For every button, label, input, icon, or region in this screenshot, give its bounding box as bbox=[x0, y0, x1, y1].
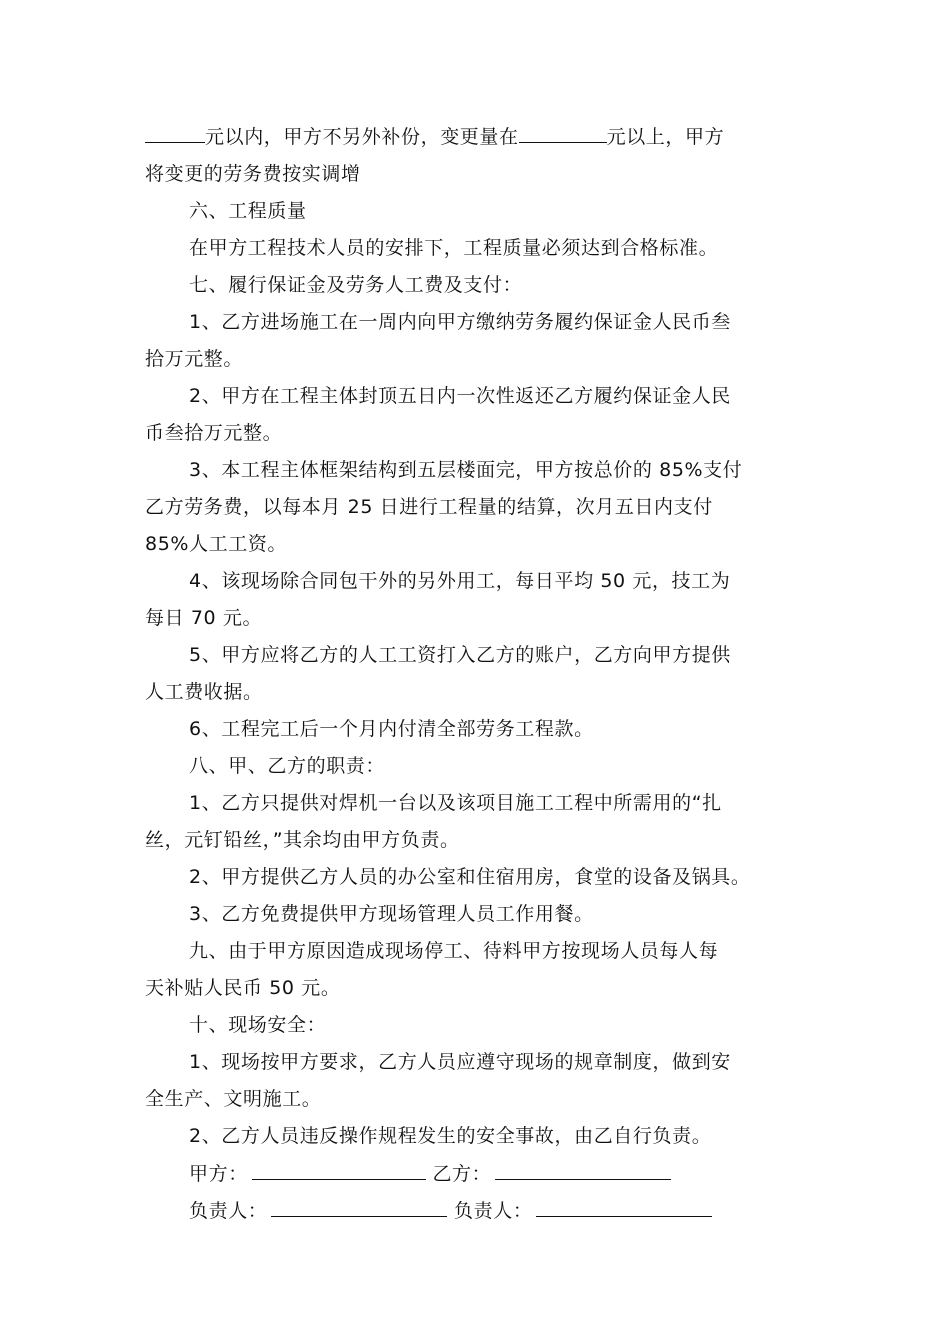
list-item-line: 3、本工程主体框架结构到五层楼面完，甲方按总价的 85%支付 bbox=[189, 459, 743, 481]
paragraph-line: 九、由于甲方原因造成现场停工、待料甲方按现场人员每人每 bbox=[189, 940, 719, 962]
party-b-label: 乙方： bbox=[432, 1163, 492, 1185]
paragraph-line: 天补贴人民币 50 元。 bbox=[145, 977, 341, 999]
section-heading: 十、现场安全： bbox=[189, 1014, 327, 1036]
list-item-line: 乙方劳务费，以每本月 25 日进行工程量的结算，次月五日内支付 bbox=[145, 496, 713, 518]
list-item-line: 4、该现场除合同包干外的另外用工，每日平均 50 元，技工为 bbox=[189, 570, 731, 592]
text-run: 元以上，甲方 bbox=[606, 126, 725, 148]
fill-in-blank[interactable] bbox=[519, 124, 607, 143]
list-item-line: 6、工程完工后一个月内付清全部劳务工程款。 bbox=[189, 718, 594, 740]
list-item-line: 全生产、文明施工。 bbox=[145, 1088, 322, 1110]
list-item-line: 拾万元整。 bbox=[145, 348, 244, 370]
paragraph-line: 在甲方工程技术人员的安排下，工程质量必须达到合格标准。 bbox=[189, 237, 719, 259]
paragraph-line bbox=[145, 124, 724, 149]
list-item-line: 2、甲方在工程主体封顶五日内一次性返还乙方履约保证金人民 bbox=[189, 385, 731, 407]
list-item-line: 1、乙方只提供对焊机一台以及该项目施工工程中所需用的“扎 bbox=[189, 792, 722, 814]
party-a-responsible-label: 负责人： bbox=[189, 1200, 268, 1222]
fill-in-blank[interactable] bbox=[145, 124, 205, 143]
party-b-responsible-label: 负责人： bbox=[454, 1200, 533, 1222]
party-a-signature-field[interactable] bbox=[252, 1161, 426, 1180]
list-item-line: 3、乙方免费提供甲方现场管理人员工作用餐。 bbox=[189, 903, 594, 925]
signature-line-party bbox=[189, 1161, 671, 1186]
section-heading: 六、工程质量 bbox=[189, 200, 307, 222]
list-item-line: 1、现场按甲方要求，乙方人员应遵守现场的规章制度，做到安 bbox=[189, 1051, 731, 1073]
list-item-line: 币叁拾万元整。 bbox=[145, 422, 283, 444]
list-item-line: 每日 70 元。 bbox=[145, 607, 263, 629]
party-a-responsible-field[interactable] bbox=[271, 1198, 447, 1217]
list-item-line: 2、乙方人员违反操作规程发生的安全事故，由乙自行负责。 bbox=[189, 1125, 712, 1147]
list-item-line: 2、甲方提供乙方人员的办公室和住宿用房，食堂的设备及锅具。 bbox=[189, 866, 751, 888]
text-run: 元以内，甲方不另外补份，变更量在 bbox=[205, 126, 519, 148]
list-item-line: 1、乙方进场施工在一周内向甲方缴纳劳务履约保证金人民币叁 bbox=[189, 311, 731, 333]
paragraph-line: 将变更的劳务费按实调增 bbox=[145, 163, 361, 185]
party-b-signature-field[interactable] bbox=[495, 1161, 671, 1180]
list-item-line: 人工费收据。 bbox=[145, 681, 263, 703]
list-item-line: 5、甲方应将乙方的人工工资打入乙方的账户，乙方向甲方提供 bbox=[189, 644, 731, 666]
section-heading: 八、甲、乙方的职责： bbox=[189, 755, 386, 777]
party-a-label: 甲方： bbox=[189, 1163, 248, 1185]
list-item-line: 85%人工工资。 bbox=[145, 533, 288, 555]
signature-line-responsible bbox=[189, 1198, 712, 1223]
section-heading: 七、履行保证金及劳务人工费及支付： bbox=[189, 274, 523, 296]
party-b-responsible-field[interactable] bbox=[536, 1198, 712, 1217]
list-item-line: 丝，元钉铅丝，”其余均由甲方负责。 bbox=[145, 829, 460, 851]
